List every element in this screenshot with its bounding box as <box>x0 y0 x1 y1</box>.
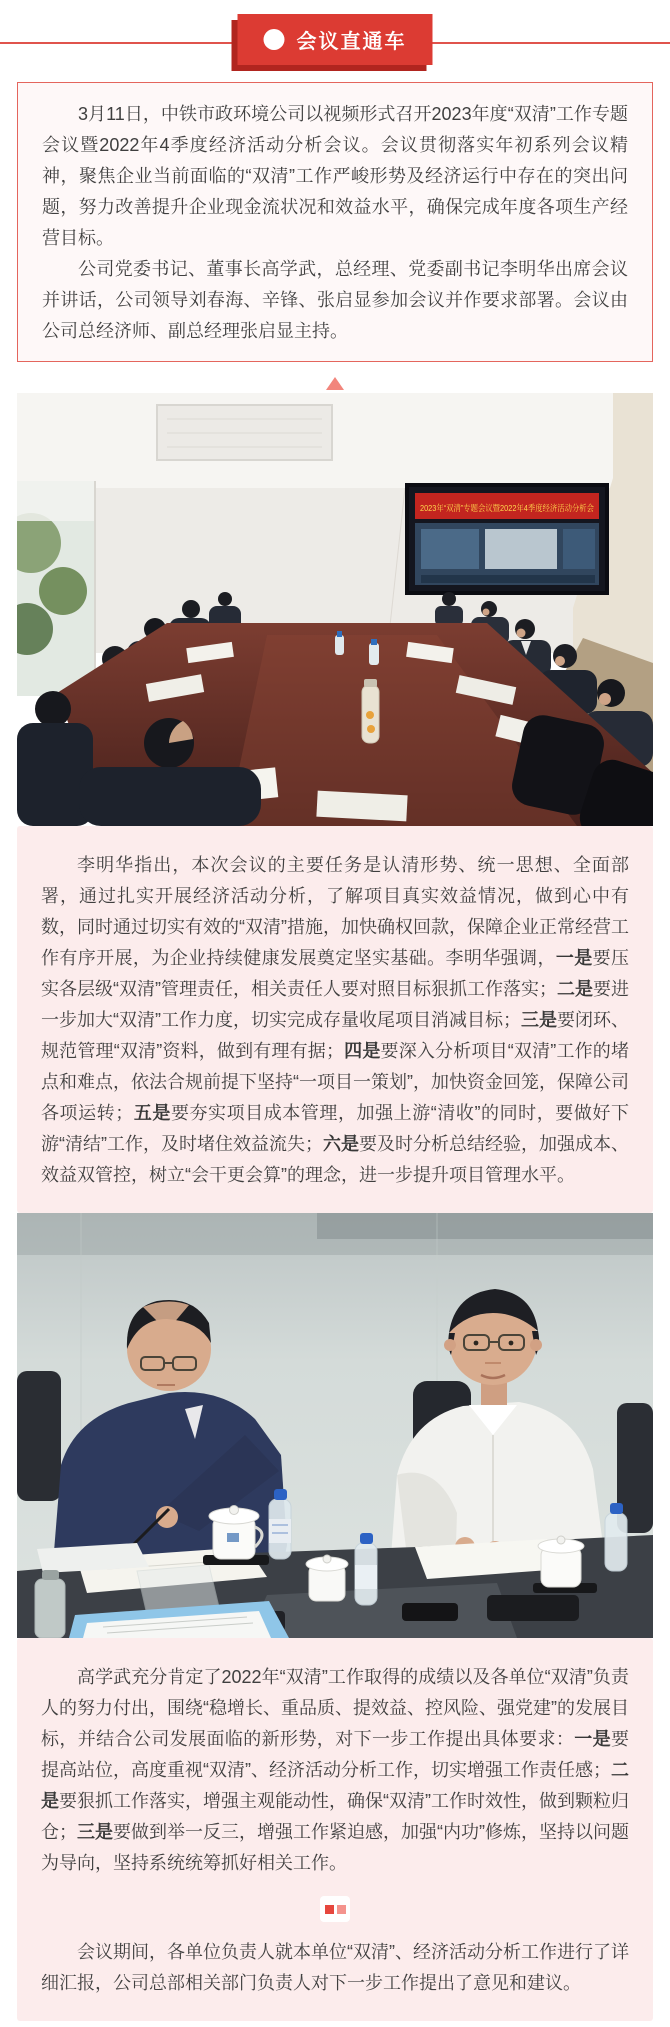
leaders-photo[interactable] <box>17 1213 653 1638</box>
divider-pink-square <box>337 1905 346 1914</box>
chair-left <box>17 1371 61 1501</box>
squares-divider-icon <box>320 1896 350 1922</box>
bullet-circle-icon <box>264 29 285 50</box>
gaoxuewu-summary-box <box>17 1638 653 2021</box>
intro-paragraph-1: 3月11日，中铁市政环境公司以视频形式召开2023年度“双清”工作专题会议暨2022年4季度经济活动分析会议。会议贯彻落实年初系列会议精神，聚焦企业当前面临的“双清”工作严峻形势及经济运行中存在的突出问题，努力改善提升企业现金流状况和效益水平，确保完成年度各项生产经营目标。 <box>42 104 628 248</box>
meeting-room-photo[interactable] <box>17 393 653 826</box>
video-conference-screen <box>407 485 607 593</box>
meeting-room-illustration <box>17 393 653 826</box>
divider-red-square <box>325 1905 334 1914</box>
closing-paragraph: 会议期间，各单位负责人就本单位“双清”、经济活动分析工作进行了详细汇报，公司总部相关部门负责人对下一步工作提出了意见和建议。 <box>41 1942 629 1993</box>
intro-paragraph-2: 公司党委书记、董事长高学武，总经理、党委副书记李明华出席会议并讲话，公司领导刘春海、辛锋、张启显参加会议并作要求部署。会议由公司总经济师、副总经理张启显主持。 <box>42 259 628 341</box>
section-header <box>0 6 670 82</box>
intro-box <box>17 82 653 362</box>
section-badge <box>238 14 433 65</box>
summary-paragraph: 高学武充分肯定了2022年“双清”工作取得的成绩以及各单位“双清”负责人的努力付出，围绕“稳增长、重品质、提效益、控风险、强党建”的发展目标，并结合公司发展面临的新形势，对下一步工作提出具体要求：一是要提高站位，高度重视“双清”、经济活动分析工作，切实增强工作责任感；二是要狠抓工作落实，增强主观能动性，确保“双清”工作时效性，做到颗粒归仓；三是要做到举一反三，增强工作紧迫感，加强“内功”修炼，坚持以问题为导向，坚持系统统筹抓好相关工作。 <box>41 1667 630 1873</box>
leaders-illustration <box>17 1213 653 1638</box>
liminghua-remarks-box <box>17 826 653 1213</box>
screen-banner-text: 2023年“双清”专题会议暨2022年4季度经济活动分析会 <box>420 503 595 513</box>
remarks-paragraph: 李明华指出，本次会议的主要任务是认清形势、统一思想、全面部署，通过扎实开展经济活动分析，了解项目真实效益情况，做到心中有数，同时通过切实有效的“双清”措施，加快确权回款，保障企业正常经营工作有序开展，为企业持续健康发展奠定坚实基础。李明华强调，一是要压实各层级“双清”管理责任，相关责任人要对照目标狠抓工作落实；二是要进一步加大“双清”工作力度，切实完成存量收尾项目消减目标；三是要闭环、规范管理“双清”资料，做到有理有据；四是要深入分析项目“双清”工作的堵点和难点，依法合规前提下坚持“一项目一策划”，加快资金回笼，保障公司各项运转；五是要夯实项目成本管理，加强上游“清收”的同时，要做好下游“清结”工作，及时堵住效益流失；六是要及时分析总结经验，加强成本、效益双管控，树立“会干更会算”的理念，进一步提升项目管理水平。 <box>41 855 630 1185</box>
up-arrow-icon <box>326 377 344 390</box>
section-badge-label: 会议直通车 <box>296 31 407 53</box>
window-blind <box>17 481 95 521</box>
